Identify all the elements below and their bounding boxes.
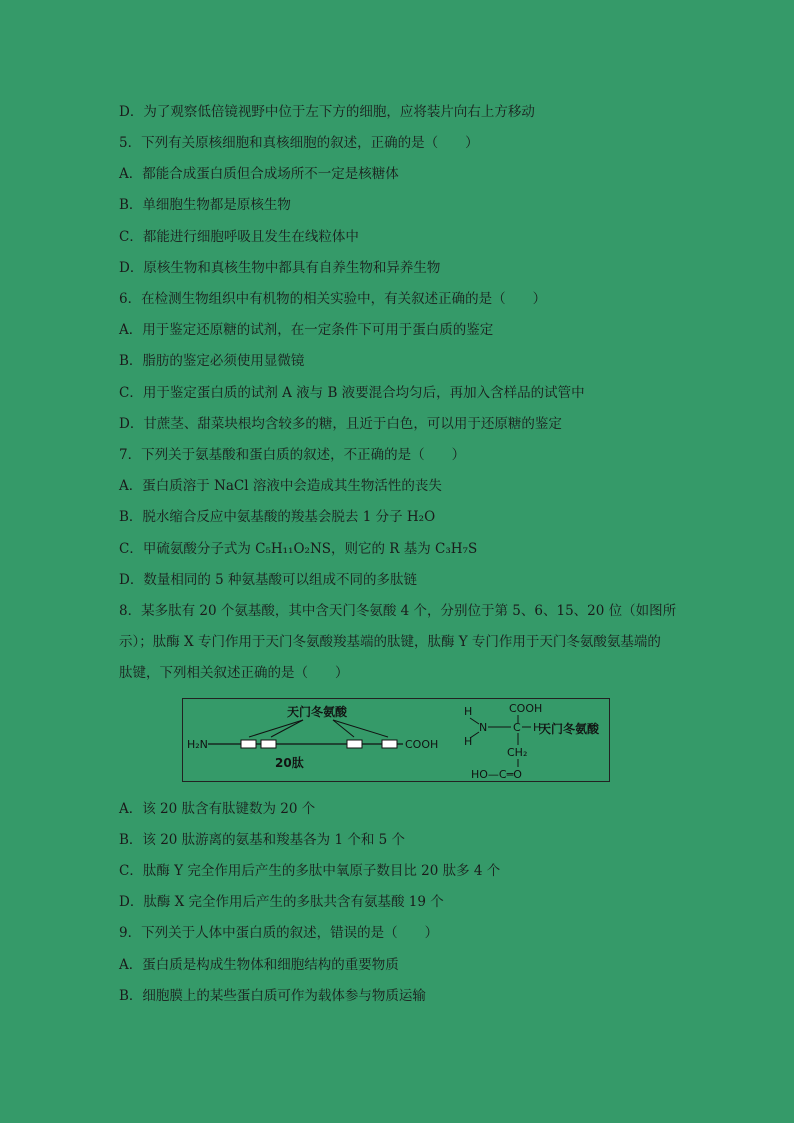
struct-h-right: H bbox=[533, 721, 542, 734]
peptide-label: 20肽 bbox=[275, 756, 304, 770]
asp-label: 天门冬氨酸 bbox=[287, 705, 348, 719]
residue-20 bbox=[382, 740, 397, 748]
struct-name: 天门冬氨酸 bbox=[539, 722, 600, 736]
text-line: D．原核生物和真核生物中都具有自养生物和异养生物 bbox=[119, 260, 441, 276]
peptide-diagram bbox=[183, 699, 611, 783]
text-line: 肽键，下列相关叙述正确的是（ ） bbox=[119, 665, 349, 681]
struct-n: N bbox=[479, 721, 488, 734]
text-line: B．细胞膜上的某些蛋白质可作为载体参与物质运输 bbox=[119, 988, 426, 1004]
h2n-label: H₂N bbox=[187, 738, 208, 751]
bond bbox=[470, 718, 479, 724]
struct-c: C bbox=[513, 721, 521, 734]
text-line: B．脱水缩合反应中氨基酸的羧基会脱去 1 分子 H₂O bbox=[119, 509, 436, 525]
text-line: D．甘蔗茎、甜菜块根均含较多的糖，且近于白色，可以用于还原糖的鉴定 bbox=[119, 416, 562, 432]
residue-6 bbox=[261, 740, 276, 748]
text-line: C．用于鉴定蛋白质的试剂 A 液与 B 液要混合均匀后，再加入含样品的试管中 bbox=[119, 385, 585, 401]
arrow-line bbox=[333, 720, 354, 737]
text-line: 7．下列关于氨基酸和蛋白质的叙述，不正确的是（ ） bbox=[119, 447, 466, 463]
text-line: A．用于鉴定还原糖的试剂，在一定条件下可用于蛋白质的鉴定 bbox=[119, 322, 494, 338]
cooh-label: COOH bbox=[405, 738, 439, 751]
struct-cooh: COOH bbox=[509, 702, 543, 715]
text-line: B．单细胞生物都是原核生物 bbox=[119, 197, 291, 213]
text-line: D．为了观察低倍镜视野中位于左下方的细胞，应将装片向右上方移动 bbox=[119, 104, 535, 120]
text-line: 示）；肽酶 X 专门作用于天门冬氨酸羧基端的肽键，肽酶 Y 专门作用于天门冬氨酸氨基端的 bbox=[119, 634, 661, 650]
residue-5 bbox=[241, 740, 256, 748]
text-line: C．肽酶 Y 完全作用后产生的多肽中氧原子数目比 20 肽多 4 个 bbox=[119, 863, 501, 879]
text-line: 8．某多肽有 20 个氨基酸，其中含天门冬氨酸 4 个，分别位于第 5、6、15、20 位（如图所 bbox=[119, 603, 677, 619]
text-line: B．该 20 肽游离的氨基和羧基各为 1 个和 5 个 bbox=[119, 832, 406, 848]
text-line: D．肽酶 X 完全作用后产生的多肽共含有氨基酸 19 个 bbox=[119, 894, 444, 910]
struct-ch2: CH₂ bbox=[507, 746, 528, 759]
arrow-line bbox=[333, 720, 388, 737]
text-line: C．都能进行细胞呼吸且发生在线粒体中 bbox=[119, 229, 359, 245]
struct-h: H bbox=[464, 705, 473, 718]
text-line: A．蛋白质溶于 NaCl 溶液中会造成其生物活性的丧失 bbox=[119, 478, 442, 494]
text-line: A．蛋白质是构成生物体和细胞结构的重要物质 bbox=[119, 957, 399, 973]
text-line: 9．下列关于人体中蛋白质的叙述，错误的是（ ） bbox=[119, 925, 439, 941]
text-line: C．甲硫氨酸分子式为 C₅H₁₁O₂NS，则它的 R 基为 C₃H₇S bbox=[119, 541, 478, 557]
struct-h2: H bbox=[464, 735, 473, 748]
text-line: 5．下列有关原核细胞和真核细胞的叙述，正确的是（ ） bbox=[119, 135, 479, 151]
text-line: 6．在检测生物组织中有机物的相关实验中，有关叙述正确的是（ ） bbox=[119, 291, 547, 307]
text-line: A．该 20 肽含有肽键数为 20 个 bbox=[119, 801, 316, 817]
text-line: D．数量相同的 5 种氨基酸可以组成不同的多肽链 bbox=[119, 572, 417, 588]
text-line: A．都能合成蛋白质但合成场所不一定是核糖体 bbox=[119, 166, 399, 182]
peptide-figure bbox=[182, 698, 610, 782]
text-line: B．脂肪的鉴定必须使用显微镜 bbox=[119, 353, 305, 369]
residue-15 bbox=[347, 740, 362, 748]
struct-bottom: HO—C═O bbox=[471, 768, 522, 781]
